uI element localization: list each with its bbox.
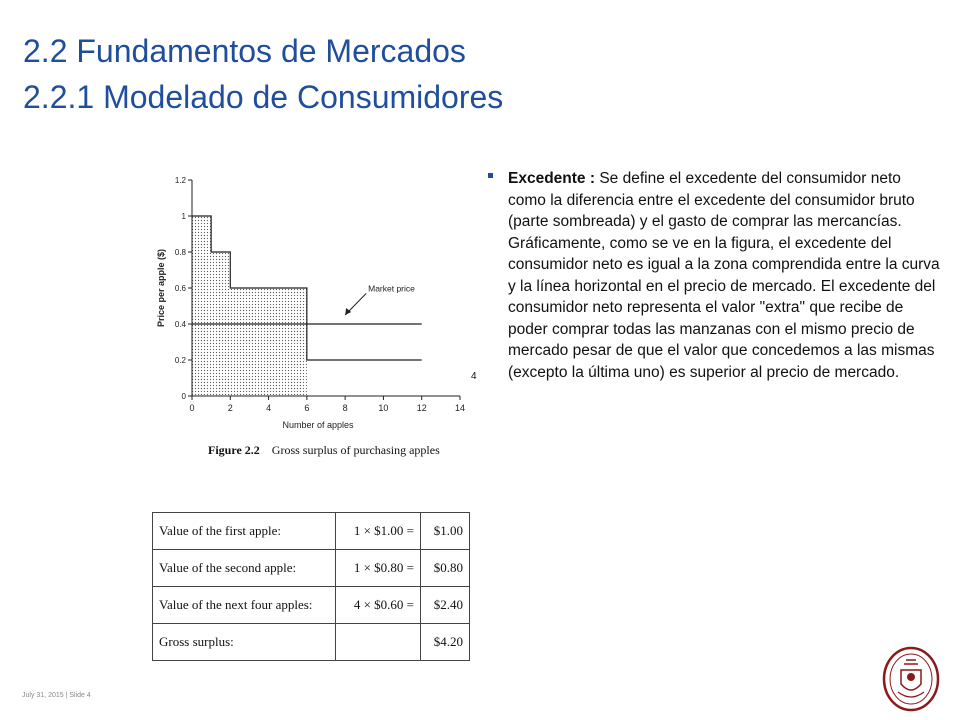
x-tick-label: 12 xyxy=(416,403,427,413)
y-axis-label: Price per apple ($) xyxy=(156,248,166,328)
table-row xyxy=(153,624,470,661)
table-cell xyxy=(336,624,421,661)
table-cell: $0.80 xyxy=(421,550,470,587)
x-tick-label: 8 xyxy=(342,403,348,413)
y-tick-label: 0.2 xyxy=(174,356,186,365)
x-tick-label: 10 xyxy=(378,403,389,413)
annotation-label: Market price xyxy=(368,283,415,294)
table-row xyxy=(153,587,470,624)
y-tick-label: 1 xyxy=(181,212,186,221)
table-cell: $4.20 xyxy=(421,624,470,661)
bullet-text xyxy=(508,168,943,383)
table-cell: 1 × $0.80 = xyxy=(336,550,421,587)
table-cell: $1.00 xyxy=(421,513,470,550)
figure-number: Figure 2.2 xyxy=(208,443,260,457)
x-tick-label: 4 xyxy=(266,403,272,413)
table-cell: 4 × $0.60 = xyxy=(336,587,421,624)
y-tick-label: 0 xyxy=(181,392,186,401)
surplus-chart xyxy=(152,168,482,460)
table-cell: Value of the first apple: xyxy=(153,513,336,550)
bullet-paragraph xyxy=(488,168,943,383)
slide-title: 2.2 Fundamentos de Mercados xyxy=(23,33,466,69)
x-axis-label: Number of apples xyxy=(282,420,354,430)
figure-caption xyxy=(208,443,440,458)
table-cell: Value of the second apple: xyxy=(153,550,336,587)
x-tick-label: 2 xyxy=(227,403,233,413)
y-tick-label: 0.6 xyxy=(174,284,186,293)
university-seal-icon xyxy=(882,646,940,712)
y-tick-label: 1.2 xyxy=(174,176,186,185)
table-cell: Value of the next four apples: xyxy=(153,587,336,624)
table-cell: $2.40 xyxy=(421,587,470,624)
table-cell: 1 × $1.00 = xyxy=(336,513,421,550)
shaded-surplus-area xyxy=(192,216,307,396)
bullet-square-icon xyxy=(488,173,493,178)
y-tick-label: 0.4 xyxy=(174,320,186,329)
slide-subtitle: 2.2.1 Modelado de Consumidores xyxy=(23,79,504,115)
table-row xyxy=(153,513,470,550)
table-row xyxy=(153,550,470,587)
bullet-body: Se define el excedente del consumidor neto como la diferencia entre el excedente del consumidor bruto (parte sombreada) y el gasto de comprar las mercancías. Gráficamente, como se ve en la figura, el excedente del consumidor neto es igual a la zona comprendida entre la curva y la línea horizontal en el precio de mercado. El excedente del consumidor neto representa el valor "extra" que recibe de poder comprar todas las manzanas con el mismo precio de mercado pesar de que el valor que concedemos a las mismas (excepto la última uno) es superior al precio de mercado. xyxy=(508,170,940,381)
x-tick-label: 0 xyxy=(189,403,195,413)
x-tick-label: 14 xyxy=(454,403,466,413)
y-tick-label: 0.8 xyxy=(174,248,186,257)
annotation-arrowhead xyxy=(345,308,351,315)
table-cell: Gross surplus: xyxy=(153,624,336,661)
stray-number: 4 xyxy=(471,371,477,382)
figure-caption-text: Gross surplus of purchasing apples xyxy=(271,443,440,457)
bullet-term: Excedente : xyxy=(508,170,596,187)
x-tick-label: 6 xyxy=(304,403,310,413)
surplus-table xyxy=(152,512,470,661)
slide-footer: July 31, 2015 | Slide 4 xyxy=(22,692,91,699)
